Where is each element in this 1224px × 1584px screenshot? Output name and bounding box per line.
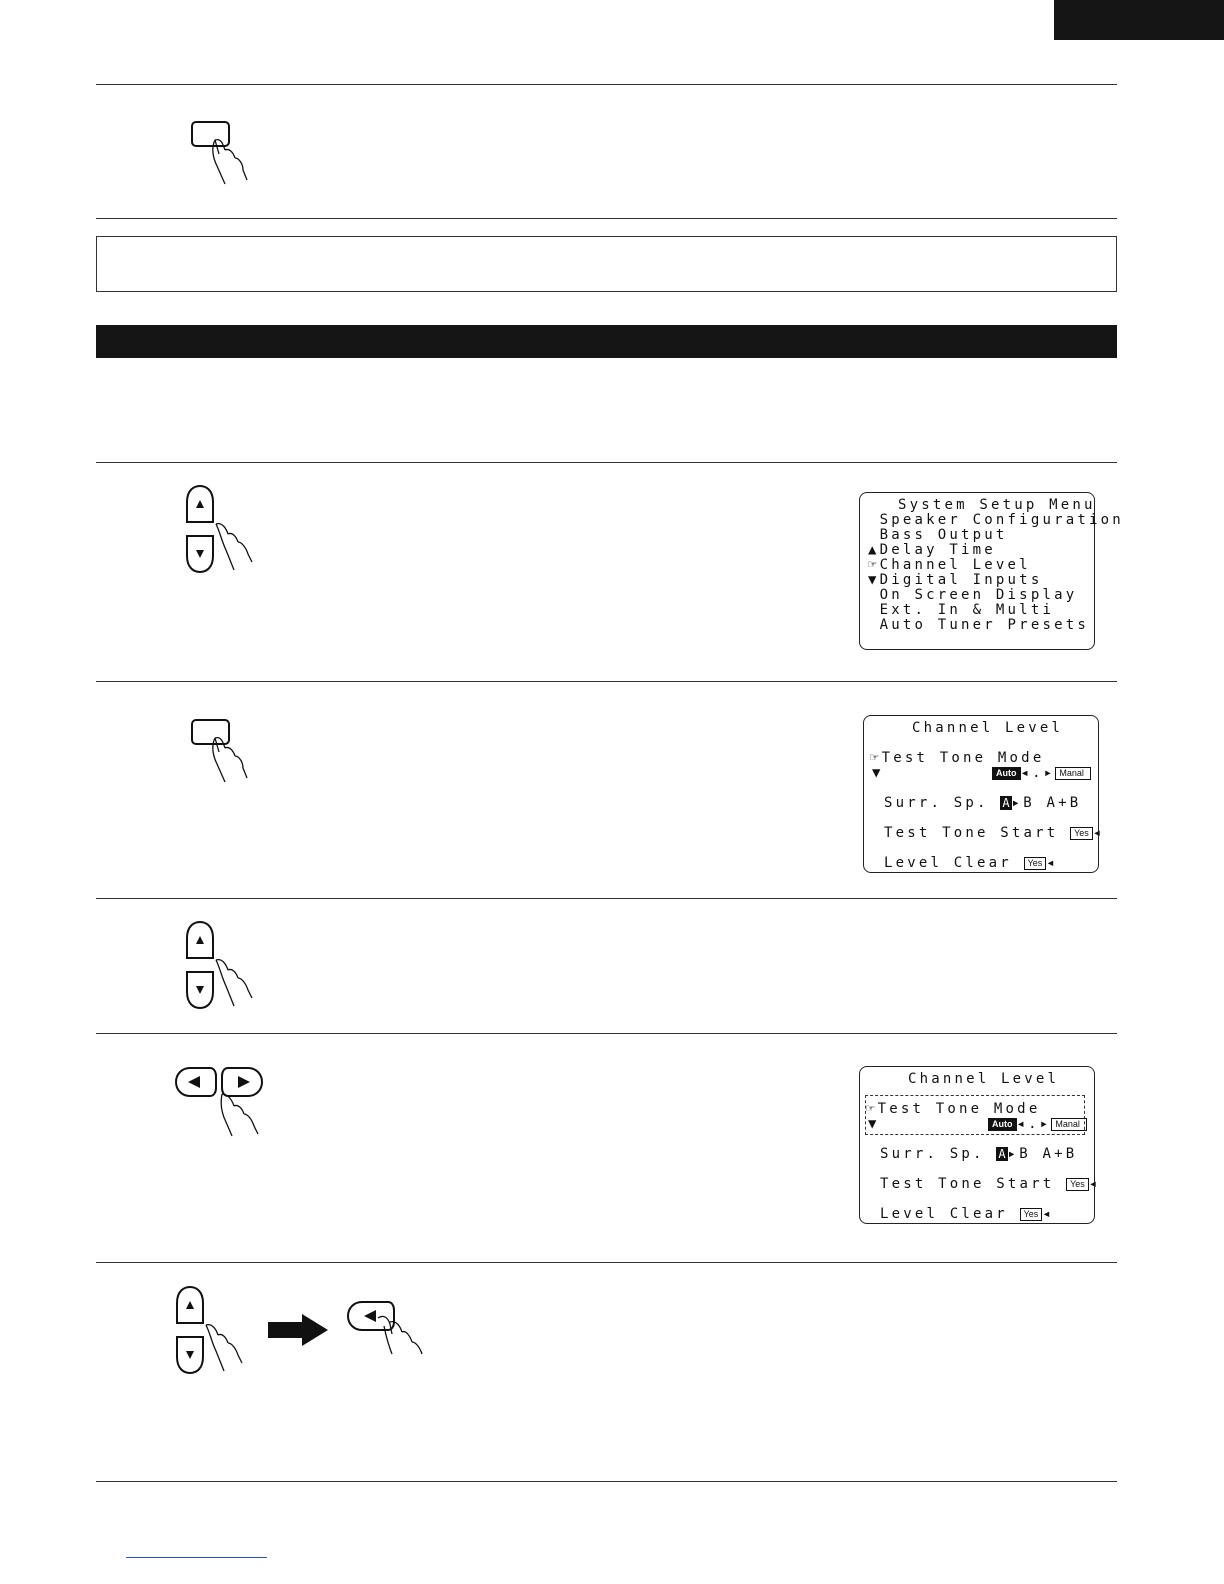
test-tone-start-label: Test Tone Start (880, 1176, 1055, 1192)
osd-item-label: Ext. In & Multi (879, 602, 1055, 618)
pointing-hand-cursor-icon: ☞ (868, 557, 880, 573)
osd-test-tone-mode-row (870, 751, 1044, 766)
right-triangle-icon: ▸ (1039, 1116, 1052, 1132)
yes-tag: Yes (1020, 1208, 1043, 1221)
yes-tag: Yes (1070, 827, 1093, 840)
surr-sp-label: Surr. Sp. (880, 1146, 985, 1162)
osd-item-label: Speaker Configuration (879, 512, 1124, 528)
hand-press-left-icon (344, 1298, 434, 1362)
osd-menu-item (868, 573, 1042, 588)
divider (96, 1262, 1117, 1263)
osd-menu-item (868, 528, 1008, 543)
surr-options: B A+B (1023, 795, 1082, 811)
osd-item-prefix (868, 512, 880, 528)
osd-title: Channel Level (912, 720, 1064, 736)
pointing-hand-cursor-icon: ☞ (866, 1101, 878, 1117)
surr-sp-row (884, 796, 1081, 811)
level-clear-row (884, 856, 1058, 871)
divider (96, 1481, 1117, 1482)
surr-sp-label: Surr. Sp. (884, 795, 989, 811)
divider (96, 84, 1117, 85)
hand-press-up-down-icon (182, 920, 272, 1012)
manual-tag: Manal (1051, 1118, 1087, 1131)
left-triangle-icon: ◂ (1088, 1176, 1101, 1192)
hand-press-left-right-icon (172, 1064, 272, 1138)
yes-tag: Yes (1024, 857, 1047, 870)
osd-channel-level (863, 715, 1105, 873)
option-separator: . (1028, 1116, 1040, 1132)
note-box (96, 236, 1117, 292)
osd-menu-item (868, 558, 1031, 573)
divider (96, 1033, 1117, 1034)
divider (96, 462, 1117, 463)
down-triangle-icon: ▼ (872, 765, 884, 781)
surr-options: B A+B (1019, 1146, 1078, 1162)
test-tone-mode-label: Test Tone Mode (881, 750, 1045, 766)
osd-item-prefix (868, 602, 880, 618)
osd-item-label: Channel Level (879, 557, 1031, 573)
option-separator: . (1032, 765, 1044, 781)
right-triangle-icon: ▸ (1007, 1146, 1020, 1162)
level-clear-label: Level Clear (884, 855, 1012, 871)
auto-tag: Auto (992, 767, 1021, 780)
osd-menu-item (868, 618, 1089, 633)
left-triangle-icon: ◂ (1092, 825, 1105, 841)
down-triangle-icon: ▼ (868, 1116, 880, 1132)
osd-item-label: On Screen Display (879, 587, 1078, 603)
test-tone-mode-label: Test Tone Mode (877, 1101, 1041, 1117)
up-triangle-icon: ▲ (868, 542, 880, 558)
osd-channel-level-selected (859, 1066, 1101, 1224)
left-triangle-icon: ◂ (1042, 1206, 1054, 1222)
test-tone-start-row (884, 826, 1104, 841)
left-triangle-icon: ◂ (1016, 1116, 1029, 1132)
left-triangle-icon: ◂ (1020, 765, 1033, 781)
test-tone-start-label: Test Tone Start (884, 825, 1059, 841)
surr-sp-row (880, 1147, 1077, 1162)
osd-test-tone-mode-row (866, 1102, 1040, 1117)
level-clear-label: Level Clear (880, 1206, 1008, 1222)
hand-press-up-down-icon (182, 484, 272, 576)
arrow-right-icon (266, 1312, 332, 1348)
osd-item-label: Auto Tuner Presets (879, 617, 1089, 633)
down-triangle-icon: ▼ (868, 572, 880, 588)
divider (96, 898, 1117, 899)
manual-tag: Manal (1055, 767, 1091, 780)
divider (96, 681, 1117, 682)
osd-menu-item (868, 603, 1054, 618)
hand-press-enter-icon (185, 118, 265, 188)
right-triangle-icon: ▸ (1043, 765, 1056, 781)
yes-tag: Yes (1066, 1178, 1089, 1191)
surr-a-selected: A (998, 1147, 1006, 1161)
osd-system-setup-menu (859, 492, 1124, 650)
osd-menu-item (868, 543, 996, 558)
osd-item-label: Digital Inputs (879, 572, 1043, 588)
hand-press-up-down-icon (172, 1285, 262, 1377)
osd-menu-item (868, 588, 1077, 603)
level-clear-row (880, 1207, 1054, 1222)
osd-title: Channel Level (908, 1071, 1060, 1087)
link-underline (126, 1557, 267, 1558)
auto-tag: Auto (988, 1118, 1017, 1131)
test-tone-mode-options (988, 1117, 1087, 1132)
pointing-hand-cursor-icon: ☞ (870, 750, 882, 766)
osd-item-prefix (868, 527, 880, 543)
hand-press-enter-icon (185, 716, 265, 786)
osd-menu-item (868, 513, 1124, 528)
divider (96, 218, 1117, 219)
right-triangle-icon: ▸ (1011, 795, 1024, 811)
corner-tab (1054, 0, 1224, 40)
section-header-band (96, 325, 1117, 358)
osd-item-prefix (868, 617, 880, 633)
left-triangle-icon: ◂ (1046, 855, 1058, 871)
surr-a-selected: A (1002, 796, 1010, 810)
osd-title: System Setup Menu (898, 497, 1096, 513)
test-tone-mode-options (992, 766, 1091, 781)
osd-item-prefix (868, 587, 880, 603)
osd-item-label: Delay Time (879, 542, 996, 558)
test-tone-start-row (880, 1177, 1100, 1192)
osd-item-label: Bass Output (879, 527, 1008, 543)
